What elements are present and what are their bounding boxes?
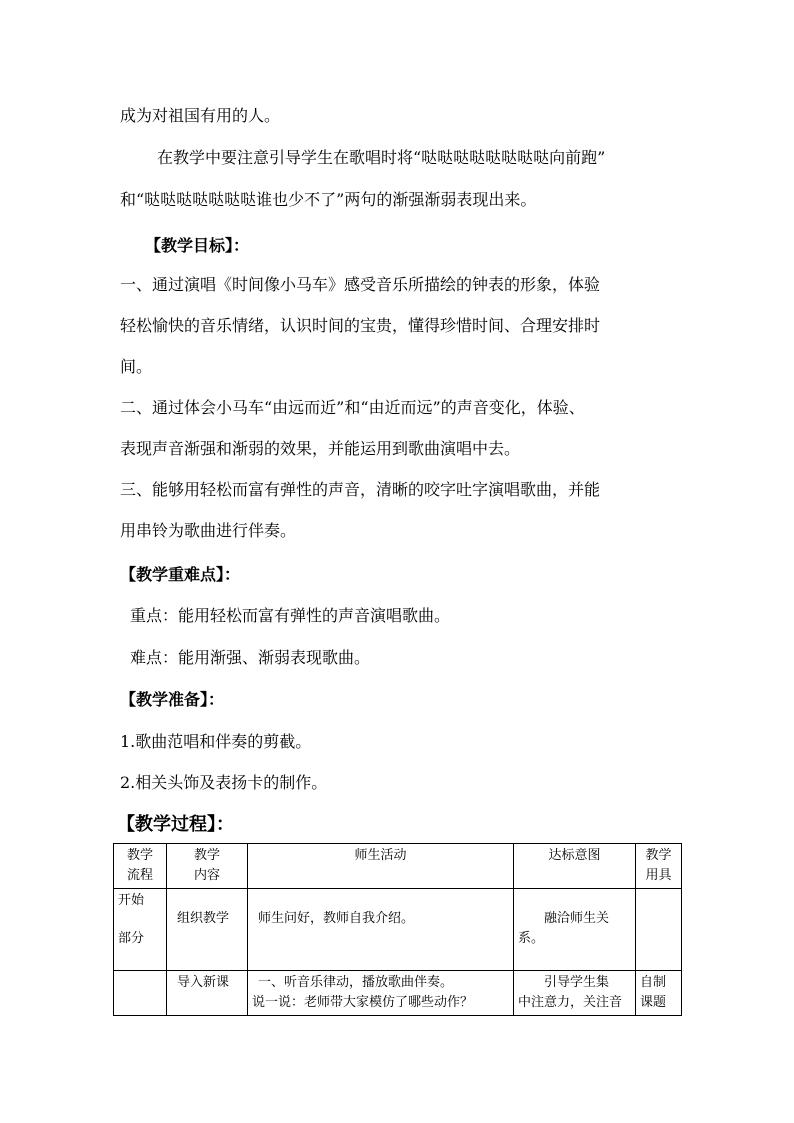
process-table [113,843,682,1016]
header-content: 教学 内容 [167,844,248,889]
cell-intent: 引导学生集 中注意力，关注音 [514,971,636,1016]
table-row [114,889,682,971]
keypoints-heading: 【教学重难点】： [120,565,241,584]
goal-line: 一、通过演唱《时间像小马车》感受音乐所描绘的钟表的形象，体验 [120,275,601,294]
process-heading: 【教学过程】： [117,814,234,835]
cell-activity: 一、听音乐律动，播放歌曲伴奏。 说一说：老师带大家模仿了哪些动作？ [248,971,514,1016]
goal-line: 二、通过体会小马车“由远而近”和“由近而远”的声音变化，体验、 [120,398,585,417]
preparation-heading: 【教学准备】： [120,690,225,709]
table-header-row [114,844,682,889]
cell-flow: 开始 部分 [114,889,167,971]
header-activity: 师生活动 [248,844,514,889]
cell-tool [636,889,682,971]
cell-content: 导入新课 [167,971,248,1016]
header-intent: 达标意图 [514,844,636,889]
paragraph-line: 和“哒哒哒哒哒哒哒谁也少不了”两句的渐强渐弱表现出来。 [120,190,537,209]
paragraph-line: 在教学中要注意引导学生在歌唱时将“哒哒哒哒哒哒哒哒向前跑” [157,148,606,167]
paragraph-line: 成为对祖国有用的人。 [120,106,281,125]
goal-line: 间。 [120,357,153,376]
key-point: 重点：能用轻松而富有弹性的声音演唱歌曲。 [130,606,451,625]
cell-activity: 师生问好，教师自我介绍。 [248,889,514,971]
preparation-item: 2.相关头饰及表扬卡的制作。 [120,773,328,792]
cell-tool: 自制 课题 [636,971,682,1016]
table-row [114,971,682,1016]
difficult-point: 难点：能用渐强、渐弱表现歌曲。 [130,648,371,667]
goal-line: 用串铃为歌曲进行伴奏。 [120,521,297,540]
goals-heading: 【教学目标】： [145,236,250,255]
cell-flow [114,971,167,1016]
goal-line: 轻松愉快的音乐情绪，认识时间的宝贵，懂得珍惜时间、合理安排时 [120,316,601,335]
preparation-item: 1.歌曲范唱和伴奏的剪截。 [120,732,312,751]
goal-line: 三、能够用轻松而富有弹性的声音，清晰的咬字吐字演唱歌曲，并能 [120,480,601,499]
cell-content: 组织教学 [167,889,248,971]
cell-intent: 融洽师生关 系。 [514,889,636,971]
header-tool: 教学 用具 [636,844,682,889]
goal-line: 表现声音渐强和渐弱的效果，并能运用到歌曲演唱中去。 [120,439,521,458]
header-flow: 教学 流程 [114,844,167,889]
